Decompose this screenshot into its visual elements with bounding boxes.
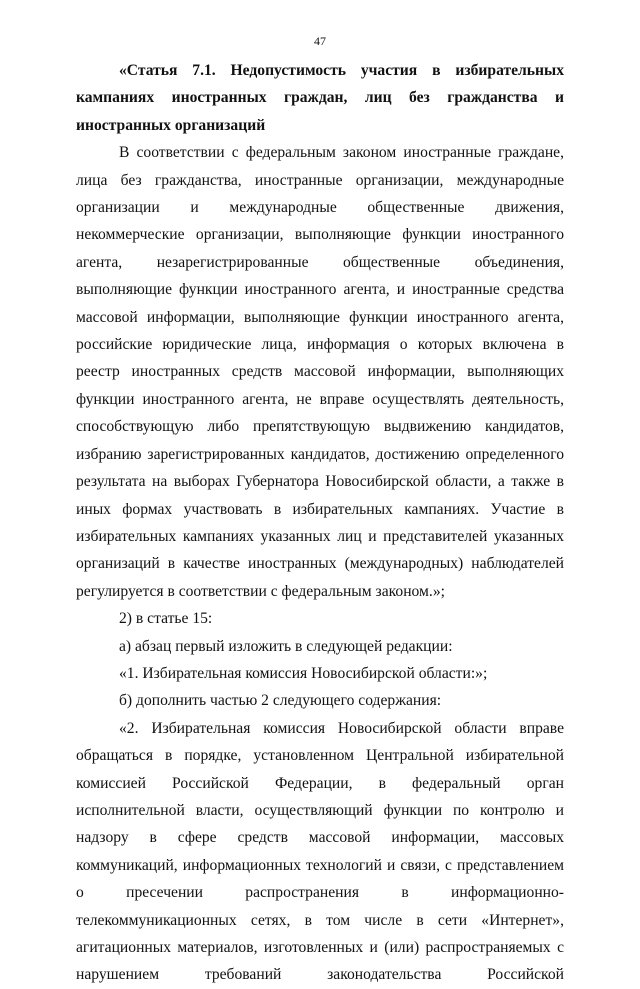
page-number: 47 <box>314 34 326 48</box>
amendment-subitem-a: а) абзац первый изложить в следующей редакции: <box>119 637 453 655</box>
amendment-quote-1: «1. Избирательная комиссия Новосибирской области:»; <box>119 664 488 682</box>
amendment-item-2: 2) в статье 15: <box>119 610 213 628</box>
article-body-paragraph: В соответствии с федеральным законом иностранные граждане, лица без гражданства, иностранные организации, международные организации и международные общественные движения, некоммерческие организации, выполняющие функции иностранного агента, незарегистрированные общественные объединения, выполняющие функции иностранного агента, и иностранные средства массовой информации, выполняющие функции иностранного агента, российские юридические лица, информация о которых включена в реестр иностранных средств массовой информации, выполняющих функции иностранного агента, не вправе осуществлять деятельность, способствующую либо препятствующую выдвижению кандидатов, избранию зарегистрированных кандидатов, достижению определенного результата на выборах Губернатора Новосибирской области, а также в иных формах участвовать в избирательных кампаниях. Участие в избирательных кампаниях указанных лиц и представителей указанных организаций в качестве иностранных (международных) наблюдателей регулируется в соответствии с федеральным законом.»; <box>76 144 564 600</box>
article-heading: «Статья 7.1. Недопустимость участия в избирательных кампаниях иностранных граждан, лиц без гражданства и иностранных организаций <box>76 62 564 134</box>
amendment-subitem-b: б) дополнить частью 2 следующего содержания: <box>119 692 442 710</box>
amendment-quote-2: «2. Избирательная комиссия Новосибирской области вправе обращаться в порядке, установленном Центральной избирательной комиссией Российской Федерации, в федеральный орган исполнительной власти, осуществляющий функции по контролю и надзору в сфере средств массовой информации, массовых коммуникаций, информационных технологий и связи, с представлением о пресечении распространения в информационно-телекоммуникационных сетях, в том числе в сети «Интернет», агитационных материалов, изготовленных и (или) распространяемых с нарушением требований законодательства Российской <box>76 719 564 984</box>
document-body <box>76 57 564 989</box>
